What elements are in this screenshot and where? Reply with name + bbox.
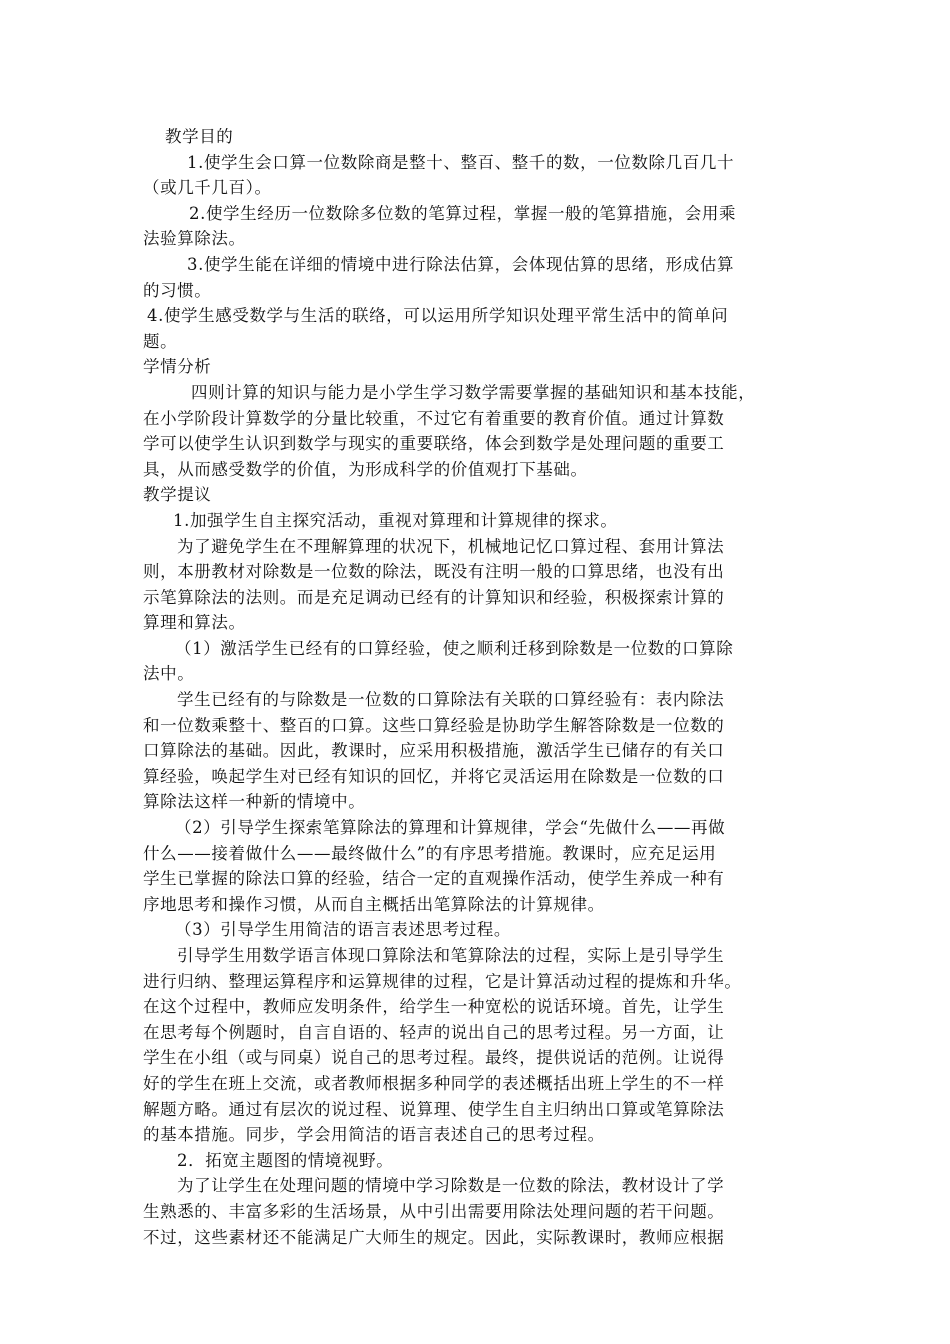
- suggestion-line: 算经验，唤起学生对已经有知识的回忆，并将它灵活运用在除数是一位数的口: [143, 766, 725, 786]
- suggestion-line: 学生在小组（或与同桌）说自己的思考过程。最终，提供说话的范例。让说得: [143, 1048, 725, 1068]
- suggestion-line: 为了让学生在处理问题的情境中学习除数是一位数的除法，教材设计了学: [177, 1176, 725, 1196]
- suggestion-line: 法中。: [143, 664, 195, 684]
- objective-2-line-1: 2.使学生经历一位数除多位数的笔算过程，掌握一般的笔算措施，会用乘: [189, 203, 737, 223]
- suggestion-line: 示笔算除法的法则。而是充足调动已经有的计算知识和经验，积极探索计算的: [143, 587, 725, 607]
- analysis-line: 四则计算的知识与能力是小学生学习数学需要掌握的基础知识和基本技能，: [191, 382, 756, 402]
- suggestion-line: 生熟悉的、丰富多彩的生活场景，从中引出需要用除法处理问题的若干问题。: [143, 1201, 725, 1221]
- suggestion-line: 则，本册教材对除数是一位数的除法，既没有注明一般的口算思绪，也没有出: [143, 562, 725, 582]
- suggestion-line: 的基本措施。同步，学会用简洁的语言表述自己的思考过程。: [143, 1125, 605, 1145]
- objective-1-line-2: （或几千几百）。: [143, 178, 272, 198]
- suggestion-line: 和一位数乘整十、整百的口算。这些口算经验是协助学生解答除数是一位数的: [143, 715, 725, 735]
- analysis-line: 具，从而感受数学的价值，为形成科学的价值观打下基础。: [143, 459, 588, 479]
- objectives-heading: 教学目的: [165, 127, 234, 146]
- document-page: [143, 124, 815, 1250]
- objective-4-line-1: 4.使学生感受数学与生活的联络，可以运用所学知识处理平常生活中的简单问: [147, 306, 729, 326]
- objective-3-line-2: 的习惯。: [143, 280, 212, 300]
- objective-1-line-1: 1.使学生会口算一位数除商是整十、整百、整千的数，一位数除几百几十: [187, 152, 735, 172]
- suggestion-line: 口算除法的基础。因此，教课时，应采用积极措施，激活学生已储存的有关口: [143, 741, 725, 761]
- suggestion-line: 为了避免学生在不理解算理的状况下，机械地记忆口算过程、套用计算法: [177, 536, 725, 556]
- analysis-heading: 学情分析: [143, 357, 212, 377]
- suggestion-line: （3）引导学生用简洁的语言表述思考过程。: [175, 920, 511, 940]
- suggestion-line: 学生已掌握的除法口算的经验，结合一定的直观操作活动，使学生养成一种有: [143, 869, 725, 889]
- suggestion-line: 2．拓宽主题图的情境视野。: [177, 1150, 394, 1170]
- analysis-line: 学可以使学生认识到数学与现实的重要联络，体会到数学是处理问题的重要工: [143, 434, 725, 454]
- analysis-line: 在小学阶段计算数学的分量比较重，不过它有着重要的教育价值。通过计算数: [143, 408, 725, 428]
- suggestion-line: 什么——接着做什么——最终做什么”的有序思考措施。教课时，应充足运用: [143, 843, 717, 863]
- suggestion-line: 算理和算法。: [143, 613, 246, 633]
- suggestion-line: 序地思考和操作习惯，从而自主概括出笔算除法的计算规律。: [143, 894, 605, 914]
- suggestions-heading: 教学提议: [143, 485, 212, 505]
- suggestion-line: 好的学生在班上交流，或者教师根据多种同学的表述概括出班上学生的不一样: [143, 1073, 725, 1093]
- suggestion-line: 解题方略。通过有层次的说过程、说算理、使学生自主归纳出口算或笔算除法: [143, 1099, 725, 1119]
- suggestion-line: 进行归纳、整理运算程序和运算规律的过程，它是计算活动过程的提炼和升华。: [143, 971, 742, 991]
- objective-3-line-1: 3.使学生能在详细的情境中进行除法估算，会体现估算的思绪，形成估算: [187, 254, 735, 274]
- suggestion-line: 在思考每个例题时，自言自语的、轻声的说出自己的思考过程。另一方面，让: [143, 1022, 725, 1042]
- suggestion-line: （2）引导学生探索笔算除法的算理和计算规律，学会“先做什么——再做: [175, 818, 726, 838]
- suggestion-line: 引导学生用数学语言体现口算除法和笔算除法的过程，实际上是引导学生: [177, 946, 725, 965]
- objective-2-line-2: 法验算除法。: [143, 229, 246, 249]
- suggestion-line: （1）激活学生已经有的口算经验，使之顺利迁移到除数是一位数的口算除: [175, 638, 734, 658]
- suggestion-line: 算除法这样一种新的情境中。: [143, 792, 366, 812]
- suggestion-line: 1.加强学生自主探究活动，重视对算理和计算规律的探求。: [173, 510, 618, 530]
- suggestion-line: 学生已经有的与除数是一位数的口算除法有关联的口算经验有：表内除法: [177, 690, 725, 710]
- suggestion-line: 在这个过程中，教师应发明条件，给学生一种宽松的说话环境。首先，让学生: [143, 997, 725, 1017]
- suggestion-line: 不过，这些素材还不能满足广大师生的规定。因此，实际教课时，教师应根据: [143, 1227, 725, 1247]
- objective-4-line-2: 题。: [143, 331, 178, 351]
